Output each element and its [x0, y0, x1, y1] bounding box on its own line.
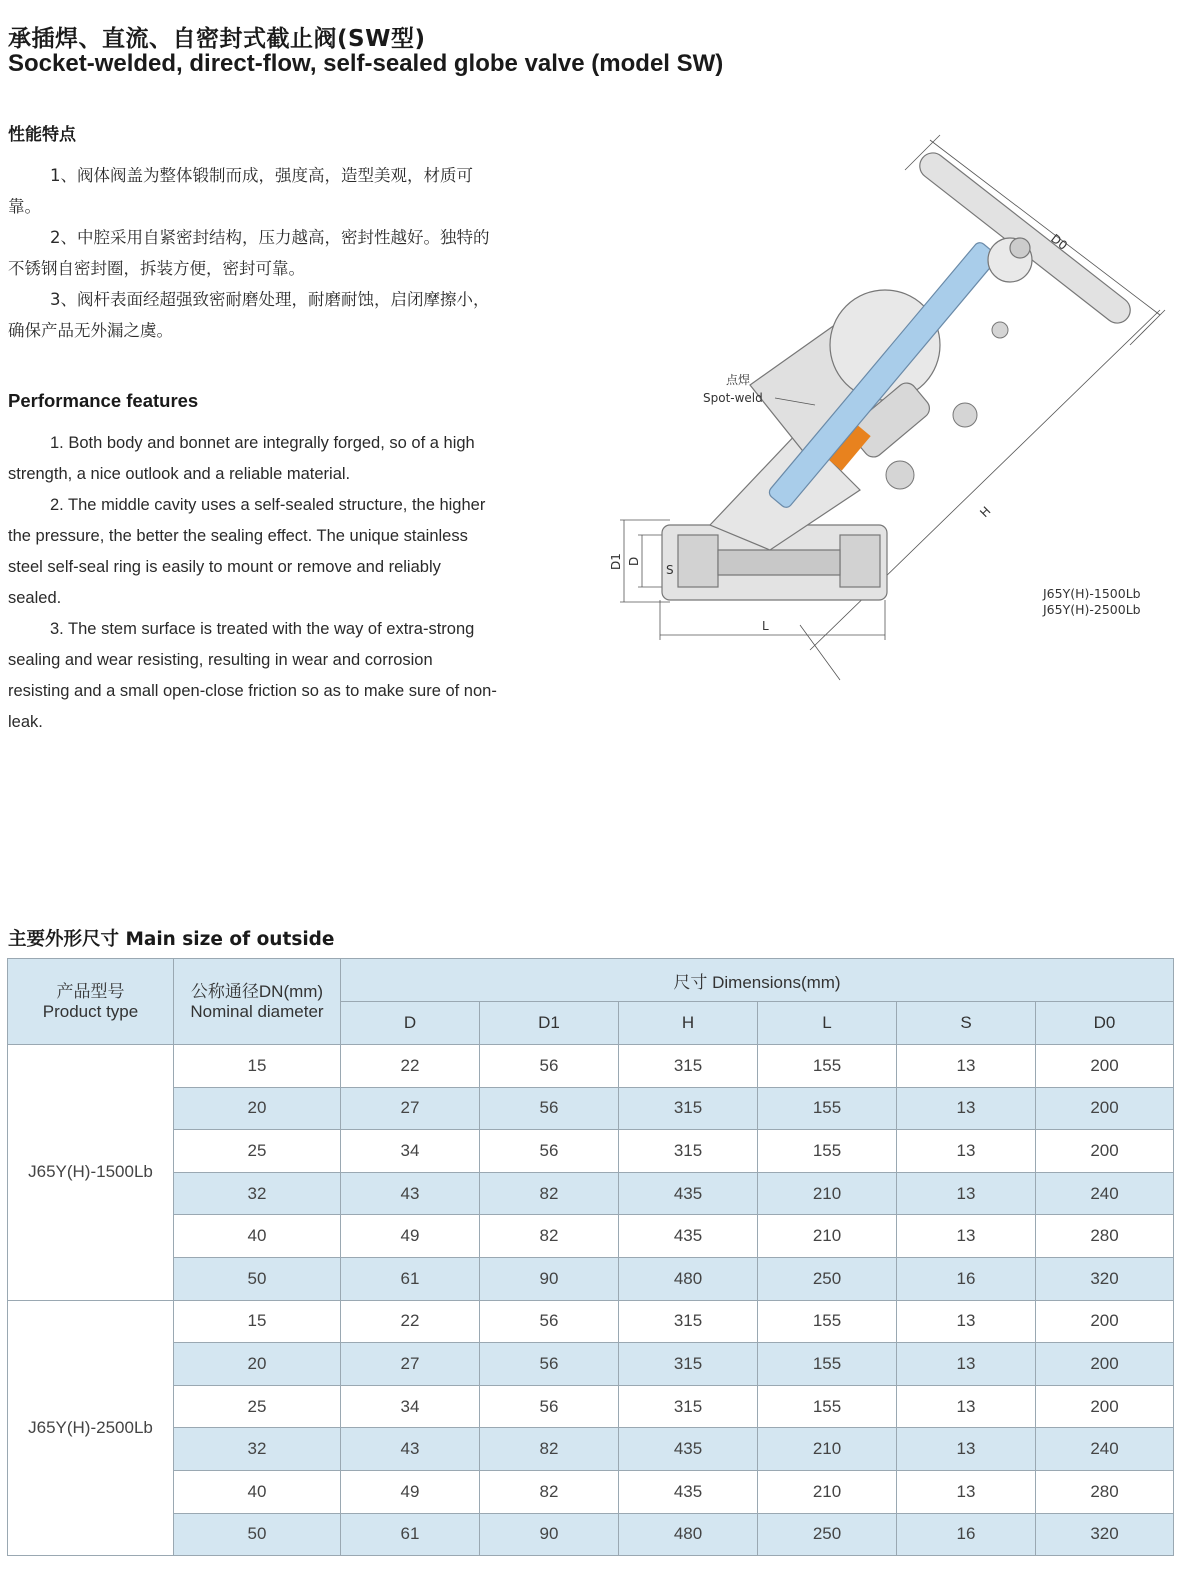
- dimension-cell: 22: [341, 1300, 480, 1343]
- table-row: [8, 1045, 1174, 1088]
- dimension-cell: 13: [897, 1215, 1036, 1258]
- dimension-cell: 240: [1036, 1428, 1174, 1471]
- dimension-cell: 210: [758, 1172, 897, 1215]
- dimension-cell: 13: [897, 1300, 1036, 1343]
- nominal-diameter-cell: 40: [174, 1470, 341, 1513]
- table-row: [8, 1130, 1174, 1173]
- table-row: [8, 1385, 1174, 1428]
- table-row: [8, 1300, 1174, 1343]
- dimension-cell: 49: [341, 1470, 480, 1513]
- features-cn-list: [8, 160, 498, 346]
- table-row: [8, 1513, 1174, 1556]
- dimension-cell: 56: [480, 1087, 619, 1130]
- dimension-cell: 480: [619, 1257, 758, 1300]
- dimension-cell: 56: [480, 1385, 619, 1428]
- feature-cn-item: 3、阀杆表面经超强致密耐磨处理，耐磨耐蚀，启闭摩擦小，确保产品无外漏之虞。: [8, 290, 490, 340]
- spot-weld-en-label: Spot-weld: [703, 391, 763, 405]
- title-en: Socket-welded, direct-flow, self-sealed globe valve (model SW): [8, 50, 724, 77]
- dimension-cell: 13: [897, 1385, 1036, 1428]
- dimension-cell: 200: [1036, 1130, 1174, 1173]
- feature-cn-item: 2、中腔采用自紧密封结构，压力越高，密封性越好。独特的不锈钢自密封圈，拆装方便，密封可靠。: [8, 228, 490, 278]
- dimension-cell: 56: [480, 1130, 619, 1173]
- dimension-cell: 210: [758, 1470, 897, 1513]
- dimension-cell: 82: [480, 1172, 619, 1215]
- feature-en-item: 3. The stem surface is treated with the way of extra-strong sealing and wear resisting, resulting in wear and corrosion resisting and a small open-close friction so as to make sure of non-leak.: [8, 620, 497, 731]
- dimension-cell: 155: [758, 1385, 897, 1428]
- dimension-cell: 56: [480, 1300, 619, 1343]
- dimension-cell: 435: [619, 1428, 758, 1471]
- dimension-cell: 56: [480, 1045, 619, 1088]
- dimension-cell: 61: [341, 1257, 480, 1300]
- dimension-cell: 13: [897, 1428, 1036, 1471]
- dimension-cell: 13: [897, 1172, 1036, 1215]
- spot-weld-cn-label: 点焊: [726, 373, 751, 387]
- dimension-cell: 13: [897, 1470, 1036, 1513]
- dimension-cell: 200: [1036, 1385, 1174, 1428]
- dimension-cell: 82: [480, 1470, 619, 1513]
- title-cn: 承插焊、直流、自密封式截止阀(SW型): [8, 26, 426, 52]
- dimension-cell: 27: [341, 1343, 480, 1386]
- dimension-cell: 27: [341, 1087, 480, 1130]
- nominal-diameter-cell: 25: [174, 1130, 341, 1173]
- dim-s-label: S: [666, 563, 674, 577]
- header-nominal: [174, 959, 341, 1045]
- model-note: J65Y(H)-1500Lb: [1043, 586, 1141, 601]
- dimension-cell: 480: [619, 1513, 758, 1556]
- model-notes: [1043, 586, 1141, 618]
- nominal-diameter-cell: 32: [174, 1172, 341, 1215]
- header-col-l: L: [758, 1002, 897, 1045]
- dim-l-label: L: [762, 619, 769, 633]
- dimension-cell: 155: [758, 1343, 897, 1386]
- nominal-diameter-cell: 15: [174, 1045, 341, 1088]
- dimension-cell: 155: [758, 1045, 897, 1088]
- header-col-d1: D1: [480, 1002, 619, 1045]
- dimension-cell: 320: [1036, 1513, 1174, 1556]
- dimension-cell: 155: [758, 1087, 897, 1130]
- dimension-cell: 43: [341, 1428, 480, 1471]
- table-body: [8, 1045, 1174, 1556]
- dimension-cell: 13: [897, 1045, 1036, 1088]
- nominal-diameter-cell: 32: [174, 1428, 341, 1471]
- header-product-type: [8, 959, 174, 1045]
- dimension-cell: 315: [619, 1300, 758, 1343]
- dimension-cell: 280: [1036, 1215, 1174, 1258]
- dimension-cell: 315: [619, 1130, 758, 1173]
- header-col-d0: D0: [1036, 1002, 1174, 1045]
- table-row: [8, 1215, 1174, 1258]
- dimension-cell: 90: [480, 1257, 619, 1300]
- header-col-s: S: [897, 1002, 1036, 1045]
- header-nominal-en: Nominal diameter: [190, 1001, 324, 1021]
- dimension-cell: 13: [897, 1087, 1036, 1130]
- dimension-cell: 22: [341, 1045, 480, 1088]
- feature-en-item: 2. The middle cavity uses a self-sealed structure, the higher the pressure, the better the sealing effect. The unique stainless steel self-seal ring is easily to mount or remove and reliably sealed.: [8, 496, 486, 607]
- dimension-cell: 56: [480, 1343, 619, 1386]
- dimension-cell: 13: [897, 1343, 1036, 1386]
- nominal-diameter-cell: 25: [174, 1385, 341, 1428]
- dimension-cell: 250: [758, 1513, 897, 1556]
- features-en-list: [8, 428, 498, 738]
- model-note: J65Y(H)-2500Lb: [1043, 602, 1141, 617]
- nominal-diameter-cell: 15: [174, 1300, 341, 1343]
- feature-en-item: 1. Both body and bonnet are integrally forged, so of a high strength, a nice outlook and a reliable material.: [8, 434, 475, 483]
- dim-d0-label: D0: [1048, 231, 1071, 253]
- dimension-cell: 43: [341, 1172, 480, 1215]
- dim-d-label: D: [627, 556, 641, 566]
- table-row: [8, 1257, 1174, 1300]
- dimension-cell: 200: [1036, 1343, 1174, 1386]
- dimension-cell: 250: [758, 1257, 897, 1300]
- dimension-cell: 90: [480, 1513, 619, 1556]
- nominal-diameter-cell: 20: [174, 1087, 341, 1130]
- dimension-cell: 315: [619, 1385, 758, 1428]
- header-product-type-en: Product type: [42, 1001, 139, 1021]
- dimension-cell: 13: [897, 1130, 1036, 1173]
- nominal-diameter-cell: 50: [174, 1257, 341, 1300]
- header-nominal-cn: 公称通径DN(mm): [190, 981, 324, 1001]
- dimension-cell: 61: [341, 1513, 480, 1556]
- dimension-cell: 200: [1036, 1087, 1174, 1130]
- feature-cn-item: 1、阀体阀盖为整体锻制而成，强度高，造型美观，材质可靠。: [8, 166, 473, 216]
- features-en-heading: Performance features: [8, 390, 199, 411]
- dimension-cell: 34: [341, 1130, 480, 1173]
- nominal-diameter-cell: 20: [174, 1343, 341, 1386]
- table-row: [8, 1343, 1174, 1386]
- dimension-cell: 155: [758, 1300, 897, 1343]
- product-type-cell: J65Y(H)-1500Lb: [8, 1045, 174, 1301]
- dimension-cell: 82: [480, 1215, 619, 1258]
- dimension-cell: 16: [897, 1513, 1036, 1556]
- table-row: [8, 1428, 1174, 1471]
- dimension-cell: 315: [619, 1087, 758, 1130]
- dimension-cell: 34: [341, 1385, 480, 1428]
- dimension-cell: 280: [1036, 1470, 1174, 1513]
- dimension-cell: 155: [758, 1130, 897, 1173]
- dimension-cell: 435: [619, 1470, 758, 1513]
- dimension-cell: 200: [1036, 1045, 1174, 1088]
- dimensions-table: [7, 958, 1174, 1556]
- dim-d1-label: D1: [609, 553, 623, 570]
- dimension-cell: 49: [341, 1215, 480, 1258]
- dimension-cell: 210: [758, 1215, 897, 1258]
- dimension-cell: 435: [619, 1172, 758, 1215]
- features-cn-heading: 性能特点: [8, 125, 76, 145]
- dimension-cell: 315: [619, 1045, 758, 1088]
- product-type-cell: J65Y(H)-2500Lb: [8, 1300, 174, 1556]
- dim-h-label: H: [977, 503, 994, 521]
- table-title: 主要外形尺寸 Main size of outside: [8, 929, 335, 950]
- header-col-d: D: [341, 1002, 480, 1045]
- dimension-cell: 240: [1036, 1172, 1174, 1215]
- header-dimensions: 尺寸 Dimensions(mm): [341, 959, 1174, 1002]
- dimension-cell: 435: [619, 1215, 758, 1258]
- dimension-cell: 315: [619, 1343, 758, 1386]
- header-product-type-cn: 产品型号: [56, 981, 125, 1001]
- dimension-cell: 16: [897, 1257, 1036, 1300]
- nominal-diameter-cell: 50: [174, 1513, 341, 1556]
- table-row: [8, 1172, 1174, 1215]
- dimension-cell: 82: [480, 1428, 619, 1471]
- table-row: [8, 1470, 1174, 1513]
- dimension-cell: 320: [1036, 1257, 1174, 1300]
- header-col-h: H: [619, 1002, 758, 1045]
- dimension-cell: 210: [758, 1428, 897, 1471]
- nominal-diameter-cell: 40: [174, 1215, 341, 1258]
- dimension-cell: 200: [1036, 1300, 1174, 1343]
- table-row: [8, 1087, 1174, 1130]
